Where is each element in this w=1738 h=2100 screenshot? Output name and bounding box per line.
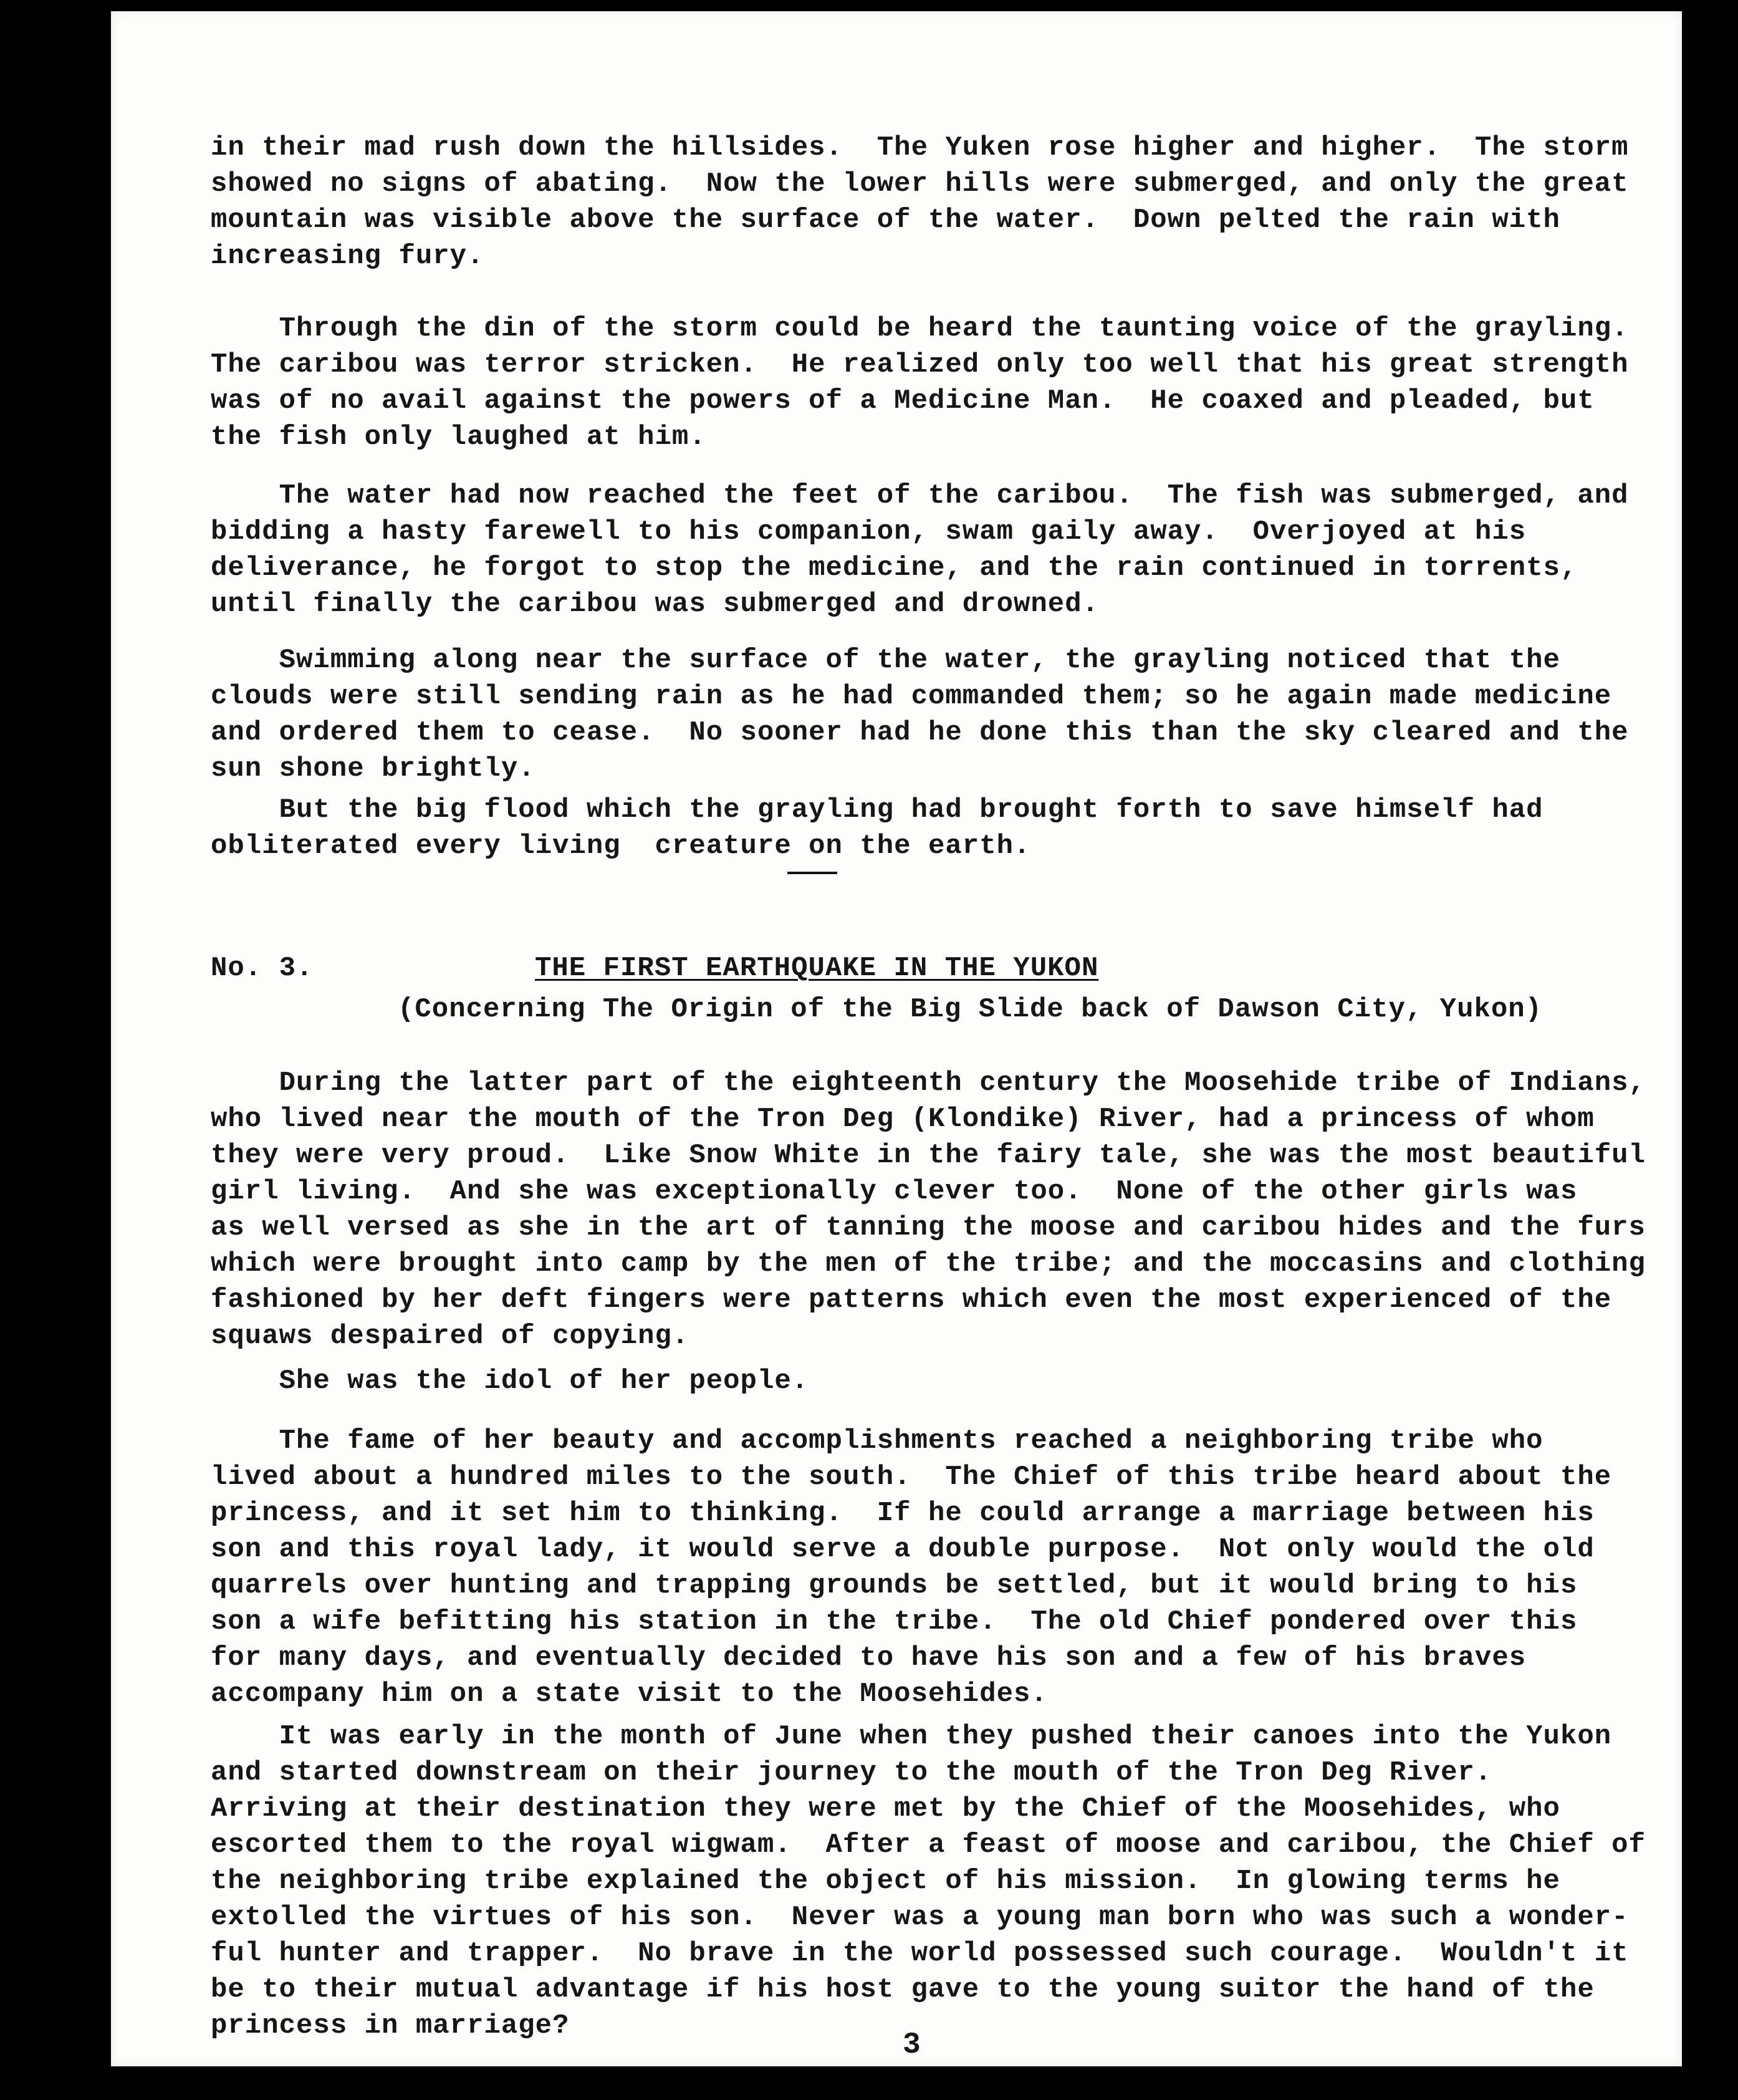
paragraph-neighboring-chief: The fame of her beauty and accomplishments reached a neighboring tribe who lived about a hundred miles to the south. The Chief of this tribe heard about the princess, and it set him to thinking. If he could arrange a marriage between his son and this royal lady, it would serve a double purpose. Not only would the old quarrels over hunting and trapping grounds be settled, but it would bring to his son a wife befitting his station in the tribe. The old Chief pondered over this for many days, and eventually decided to have his son and a few of his braves accompany him on a state visit to the Moosehides.	[211, 1425, 1612, 1710]
paragraph-idol-of-people: She was the idol of her people.	[211, 1365, 809, 1397]
document-page	[111, 11, 1682, 2066]
story-title: THE FIRST EARTHQUAKE IN THE YUKON	[535, 953, 1099, 984]
paragraph-flood-rising: in their mad rush down the hillsides. The Yuken rose higher and higher. The storm showed no signs of abating. Now the lower hills were submerged, and only the great mountain was visible above the surface of the water. Down pelted the rain with increasing fury.	[211, 132, 1629, 272]
paragraph-state-visit: It was early in the month of June when they pushed their canoes into the Yukon and started downstream on their journey to the mouth of the Tron Deg River. Arriving at their destination they were met by the Chief of the Moosehides, who escorted them to the royal wigwam. After a feast of moose and caribou, the Chief of the neighboring tribe explained the object of his mission. In glowing terms he extolled the virtues of his son. Never was a young man born who was such a wonder- ful hunter and trapper. No brave in the world possessed such courage. Wouldn't it be to their mutual advantage if his host gave to the young suitor the hand of the princess in marriage?	[211, 1721, 1646, 2041]
story-subtitle: (Concerning The Origin of the Big Slide back of Dawson City, Yukon)	[398, 994, 1543, 1025]
paragraph-taunting-grayling: Through the din of the storm could be heard the taunting voice of the grayling. The caribou was terror stricken. He realized only too well that his great strength was of no avail against the powers of a Medicine Man. He coaxed and pleaded, but the fish only laughed at him.	[211, 313, 1629, 453]
section-end-rule	[787, 872, 837, 874]
paragraph-flood-aftermath: But the big flood which the grayling had brought forth to save himself had obliterated every living creature on the earth.	[211, 794, 1544, 862]
story-number: No. 3.	[211, 953, 314, 984]
paragraph-moosehide-princess: During the latter part of the eighteenth century the Moosehide tribe of Indians, who lived near the mouth of the Tron Deg (Klondike) River, had a princess of whom they were very proud. Like Snow White in the fairy tale, she was the most beautiful girl living. And she was exceptionally clever too. None of the other girls was as well versed as she in the art of tanning the moose and caribou hides and the furs which were brought into camp by the men of the tribe; and the moccasins and clothing fashioned by her deft fingers were patterns which even the most experienced of the squaws despaired of copying.	[211, 1067, 1646, 1352]
paragraph-rain-ceases: Swimming along near the surface of the water, the grayling noticed that the clouds were still sending rain as he had commanded them; so he again made medicine and ordered them to cease. No sooner had he done this than the sky cleared and the sun shone brightly.	[211, 645, 1629, 784]
paragraph-caribou-drowned: The water had now reached the feet of the caribou. The fish was submerged, and bidding a hasty farewell to his companion, swam gaily away. Overjoyed at his deliverance, he forgot to stop the medicine, and the rain continued in torrents, until finally the caribou was submerged and drowned.	[211, 480, 1629, 620]
page-number: 3	[903, 2028, 921, 2062]
